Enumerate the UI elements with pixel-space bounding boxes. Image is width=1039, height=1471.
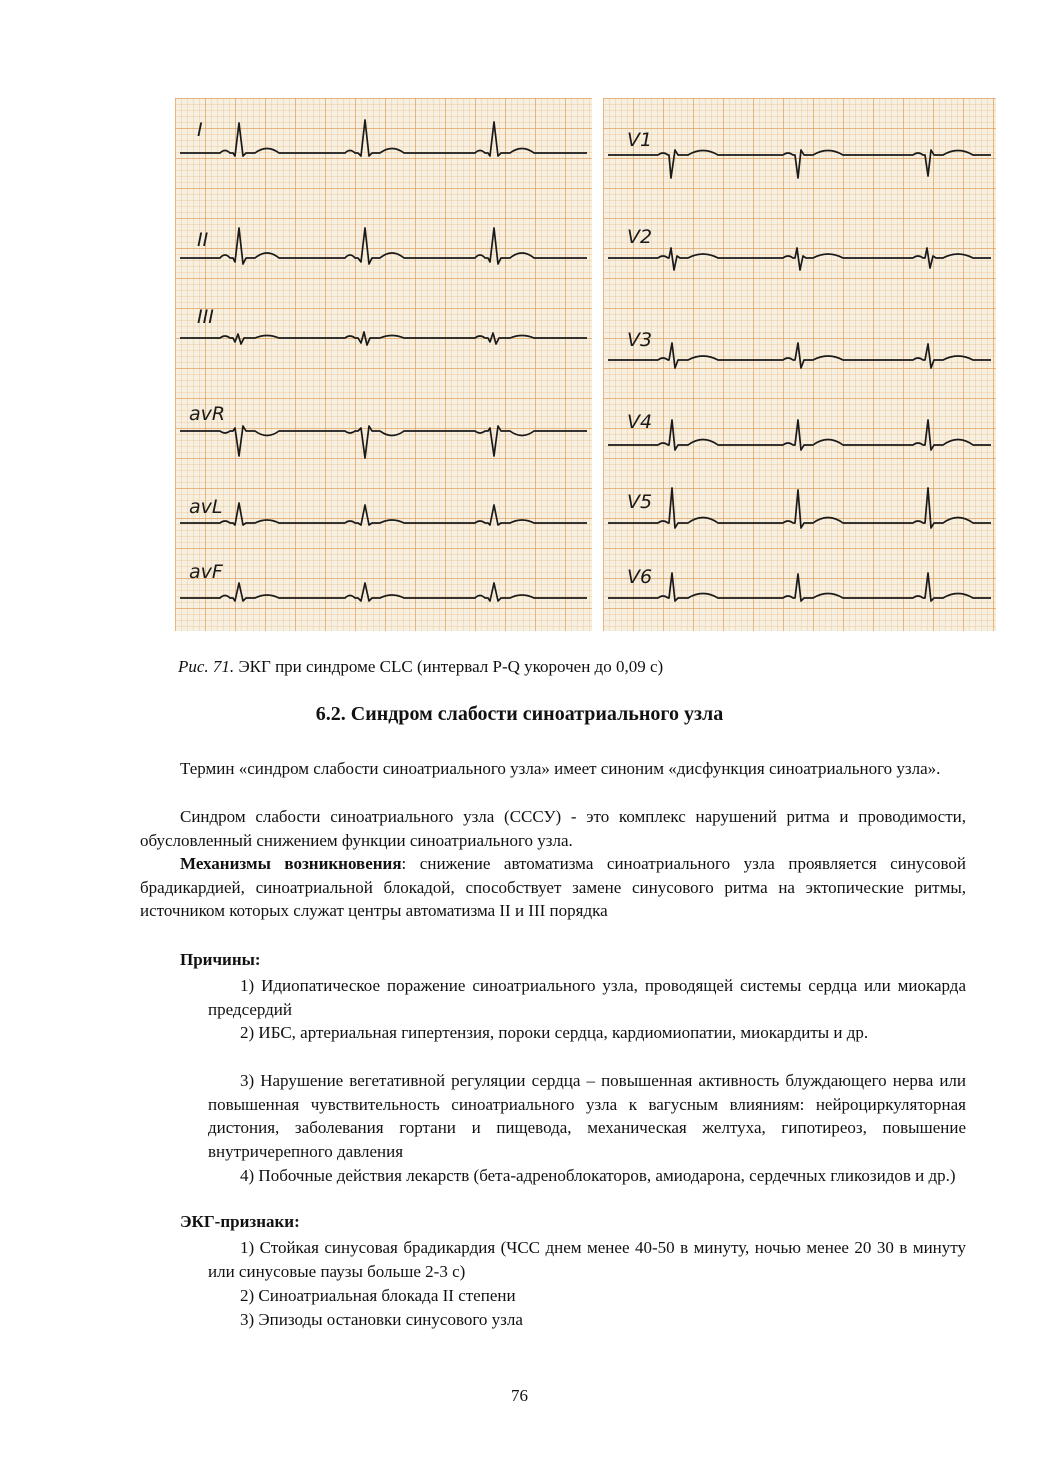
ecg-trace-III: [180, 332, 587, 345]
figure-caption-text: ЭКГ при синдроме CLC (интервал P-Q укорочен до 0,09 с): [238, 657, 664, 676]
mechanisms-text: : снижение автоматизма синоатриального узла проявляется синусовой брадикардией, синоатриальной блокадой, способствует замене синусового ритма на эктопические ритмы, источником которых служат центры автоматизма II и III порядка: [140, 854, 966, 920]
lead-label-V6: V6: [627, 566, 653, 588]
ecg-panel-limb-leads: [175, 98, 592, 631]
ecg-trace-V2: [608, 248, 991, 270]
causes-item: 2) ИБС, артериальная гипертензия, пороки сердца, кардиомиопатии, миокардиты и др.: [240, 1023, 869, 1042]
causes-item: 1) Идиопатическое поражение синоатриального узла, проводящей системы сердца или миокарда предсердий: [208, 976, 966, 1019]
ecg-trace-V6: [608, 573, 991, 601]
ecg-signs-title: ЭКГ-признаки:: [180, 1212, 300, 1231]
ecg-trace-V4: [608, 420, 991, 450]
ecg-svg-chest-leads: [603, 98, 996, 631]
ecg-signs-item: 1) Стойкая синусовая брадикардия (ЧСС днем менее 40-50 в минуту, ночью менее 20 30 в минуту или синусовые паузы больше 2-3 с): [208, 1238, 966, 1281]
paragraph-term: Термин «синдром слабости синоатриального узла» имеет синоним «дисфункция синоатриального узла».: [180, 759, 941, 778]
causes-item: 4) Побочные действия лекарств (бета-адреноблокаторов, амиодарона, сердечных гликозидов и др.): [240, 1166, 956, 1185]
figure-caption-label: Рис. 71.: [178, 657, 235, 676]
ecg-signs-item: 2) Синоатриальная блокада II степени: [240, 1286, 516, 1305]
lead-label-III: III: [197, 306, 214, 328]
lead-label-V2: V2: [627, 226, 653, 248]
lead-label-V3: V3: [627, 329, 653, 351]
ecg-trace-II: [180, 228, 587, 264]
lead-label-avR: avR: [189, 403, 226, 425]
lead-label-II: II: [197, 229, 209, 251]
lead-label-I: I: [197, 119, 203, 141]
ecg-trace-V1: [608, 150, 991, 178]
causes-title: Причины:: [180, 950, 261, 969]
ecg-trace-V5: [608, 488, 991, 528]
ecg-svg-limb-leads: [175, 98, 592, 631]
lead-label-V5: V5: [627, 491, 653, 513]
figure-caption: [178, 657, 663, 677]
lead-label-avF: avF: [189, 561, 223, 583]
ecg-trace-avR: [180, 426, 587, 458]
paragraph-mechanisms: [140, 852, 966, 923]
ecg-trace-avL: [180, 503, 587, 525]
ecg-trace-I: [180, 120, 587, 156]
ecg-signs-item: 3) Эпизоды остановки синусового узла: [240, 1310, 523, 1329]
mechanisms-label: Механизмы возникновения: [180, 854, 402, 873]
ecg-trace-V3: [608, 343, 991, 368]
lead-label-V4: V4: [627, 411, 653, 433]
ecg-trace-avF: [180, 583, 587, 601]
lead-label-V1: V1: [627, 129, 653, 151]
paragraph-definition: Синдром слабости синоатриального узла (СССУ) - это комплекс нарушений ритма и проводимости, обусловленный снижением функции синоатриального узла.: [140, 807, 966, 850]
lead-label-avL: avL: [189, 496, 223, 518]
page-number: 76: [511, 1386, 528, 1405]
ecg-panel-chest-leads: [603, 98, 996, 631]
section-heading: 6.2. Синдром слабости синоатриального узла: [315, 703, 724, 725]
causes-item: 3) Нарушение вегетативной регуляции сердца – повышенная активность блуждающего нерва или повышенная чувствительность синоатриального узла к вагусным влияниям: нейроциркуляторная дистония, заболевания гортани и пищевода, механическая желтуха, гипотиреоз, повышение внутричерепного давления: [208, 1071, 966, 1161]
